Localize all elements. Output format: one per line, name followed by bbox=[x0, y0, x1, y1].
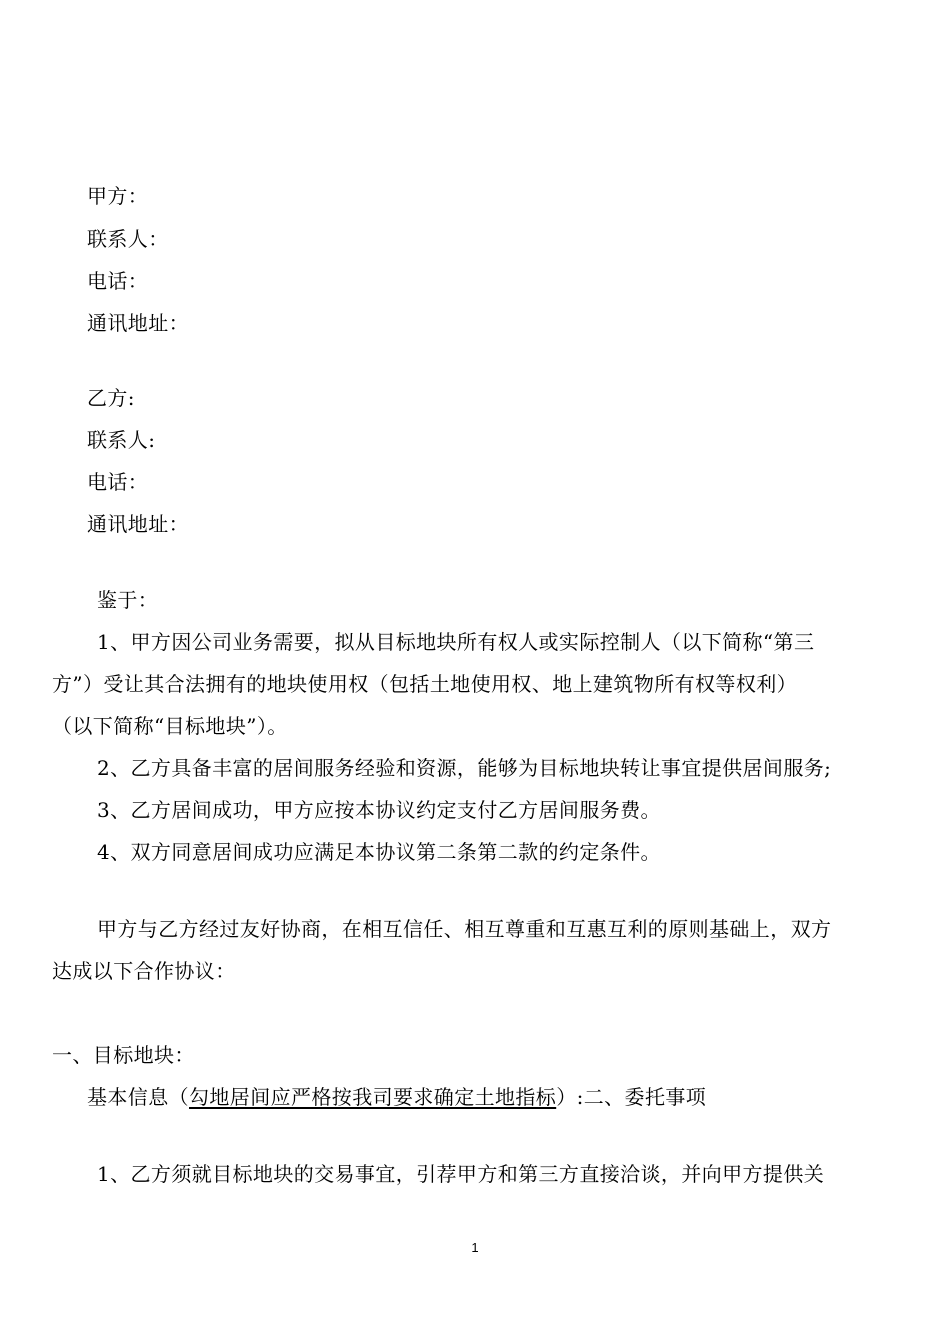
party-a-contact-label: 联系人： bbox=[87, 227, 169, 251]
party-b-phone-label: 电话： bbox=[87, 470, 149, 494]
basic-info-prefix: 基本信息（ bbox=[87, 1085, 189, 1109]
recital-4: 4、双方同意居间成功应满足本协议第二条第二款的约定条件。 bbox=[97, 840, 661, 864]
recital-1-line-1: 1、甲方因公司业务需要，拟从目标地块所有权人或实际控制人（以下简称“第三 bbox=[97, 630, 815, 654]
party-a-address-label: 通讯地址： bbox=[87, 311, 189, 335]
party-b-name-label: 乙方: bbox=[87, 386, 135, 410]
recitals-heading: 鉴于： bbox=[97, 588, 159, 612]
party-b-address-label: 通讯地址： bbox=[87, 512, 189, 536]
basic-info-underlined-note: 勾地居间应严格按我司要求确定土地指标 bbox=[189, 1085, 557, 1109]
agreement-intro-line-2: 达成以下合作协议： bbox=[52, 959, 236, 983]
recital-2: 2、乙方具备丰富的居间服务经验和资源，能够为目标地块转让事宜提供居间服务; bbox=[97, 756, 832, 780]
recital-1-line-2: 方”）受让其合法拥有的地块使用权（包括土地使用权、地上建筑物所有权等权利） bbox=[52, 672, 798, 696]
party-a-name-label: 甲方： bbox=[87, 184, 149, 208]
section-2-item-1-line-1: 1、乙方须就目标地块的交易事宜，引荐甲方和第三方直接洽谈，并向甲方提供关 bbox=[97, 1162, 825, 1186]
section-1-basic-info bbox=[87, 1083, 706, 1111]
party-b-contact-label: 联系人: bbox=[87, 428, 156, 452]
page-number: 1 bbox=[471, 1240, 479, 1255]
recital-1-line-3: （以下简称“目标地块”）。 bbox=[52, 714, 288, 738]
agreement-intro-line-1: 甲方与乙方经过友好协商，在相互信任、相互尊重和互惠互利的原则基础上，双方 bbox=[97, 917, 832, 941]
recital-3: 3、乙方居间成功，甲方应按本协议约定支付乙方居间服务费。 bbox=[97, 798, 661, 822]
section-1-heading: 一、目标地块： bbox=[52, 1043, 195, 1067]
party-a-phone-label: 电话： bbox=[87, 269, 149, 293]
basic-info-suffix: ）:二、委托事项 bbox=[556, 1085, 707, 1109]
